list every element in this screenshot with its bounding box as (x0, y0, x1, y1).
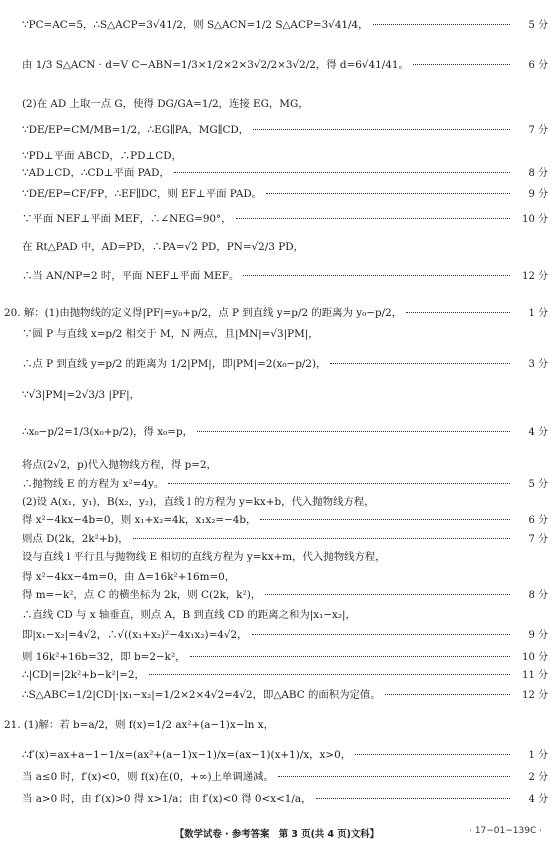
dot-leader (385, 694, 510, 695)
solution-line (22, 97, 554, 111)
solution-text: 即|x₁−x₂|=4√2，∴√((x₁+x₂)²−4x₁x₂)=4√2， (22, 629, 248, 641)
solution-line (22, 495, 554, 509)
dot-leader (253, 129, 510, 130)
solution-line (22, 570, 554, 584)
score-mark: 8 分 (528, 168, 548, 179)
solution-text: 当 a≤0 时，f′(x)<0，则 f(x)在(0，+∞)上单调递减。 (22, 771, 274, 783)
solution-line (4, 718, 554, 732)
score-mark: 10 分 (522, 652, 548, 663)
solution-line (22, 688, 554, 703)
solution-line (22, 388, 554, 402)
solution-text: 在 Rt△PAD 中，AD=PD，∴PA=√2 PD，PN=√2/3 PD， (22, 241, 304, 253)
solution-text: ∵PD⊥平面 ABCD，∴PD⊥CD， (22, 150, 182, 162)
score-mark: 7 分 (528, 534, 548, 545)
solution-line (22, 792, 554, 807)
solution-line (22, 513, 554, 528)
solution-text: ∴|CD|=|2k²+b−k²|=2， (22, 669, 145, 681)
solution-text: ∵PC=AC=5，∴S△ACP=3√41/2，则 S△ACN=1/2 S△ACP=3√41/4， (22, 19, 369, 31)
dot-leader (149, 674, 510, 675)
dot-leader (252, 634, 510, 635)
score-mark: 9 分 (528, 630, 548, 641)
solution-text: 由 1/3 S△ACN · d=V C−ABN=1/3×1/2×2×3√2/2×3√2/2，得 d=6√41/41。 (22, 59, 409, 71)
solution-text: (2)在 AD 上取一点 G，使得 DG/GA=1/2，连接 EG，MG， (22, 98, 309, 110)
solution-line (22, 770, 554, 785)
score-mark: 5 分 (528, 20, 548, 31)
solution-line (22, 212, 554, 227)
solution-line (22, 269, 554, 284)
score-mark: 7 分 (528, 125, 548, 136)
dot-leader (190, 656, 511, 657)
score-mark: 4 分 (528, 794, 548, 805)
solution-text: 设与直线 l 平行且与抛物线 E 相切的直线方程为 y=kx+m，代入抛物线方程， (22, 551, 386, 563)
dot-leader (197, 431, 510, 432)
dot-leader (133, 538, 510, 539)
solution-line (22, 18, 554, 33)
score-mark: 3 分 (528, 359, 548, 370)
solution-line (22, 668, 554, 683)
solution-text: ∴当 AN/NP=2 时，平面 NEF⊥平面 MEF。 (22, 270, 240, 282)
solution-text: ∵圆 P 与直线 x=p/2 相交于 M，N 两点，且|MN|=√3|PM|， (22, 328, 319, 340)
dot-leader (236, 218, 510, 219)
score-mark: 11 分 (522, 670, 548, 681)
solution-line (22, 149, 554, 163)
solution-line (22, 608, 554, 622)
dot-leader (278, 776, 510, 777)
score-mark: 4 分 (528, 427, 548, 438)
solution-text: ∵AD⊥CD，∴CD⊥平面 PAD， (22, 167, 170, 179)
solution-text: 21. (1)解：若 b=a/2，则 f(x)=1/2 ax²+(a−1)x−ln x， (4, 719, 274, 731)
solution-text: ∵平面 NEF⊥平面 MEF，∴∠NEG=90°， (22, 213, 232, 225)
solution-text: ∴点 P 到直线 y=p/2 的距离为 1/2|PM|，即|PM|=2(x₀−p/2)， (22, 358, 327, 370)
solution-line (22, 123, 554, 138)
solution-line (22, 187, 554, 202)
solution-text: ∵DE/EP=CM/MB=1/2，∴EG∥PA，MG∥CD， (22, 124, 250, 136)
solution-line (22, 650, 554, 665)
solution-line (22, 628, 554, 643)
solution-line (22, 58, 554, 73)
solution-text: 20. 解：(1)由抛物线的定义得|PF|=y₀+p/2，点 P 到直线 y=p/2 的距离为 y₀−p/2， (4, 307, 403, 319)
solution-text: ∵√3|PM|=2√3/3 |PF|， (22, 389, 141, 401)
solution-line (22, 550, 554, 564)
dot-leader (330, 363, 510, 364)
dot-leader (174, 172, 510, 173)
score-mark: 10 分 (522, 214, 548, 225)
solution-text: ∴x₀−p/2=1/3(x₀+p/2)，得 x₀=p， (22, 426, 193, 438)
score-mark: 1 分 (528, 308, 548, 319)
solution-text: 将点(2√2，p)代入抛物线方程，得 p=2， (22, 459, 217, 471)
solution-text: 得 x²−4kx−4m=0，由 Δ=16k²+16m=0， (22, 571, 236, 583)
page-footer-code: · 17−01−139C · (469, 826, 542, 836)
solution-text: ∴抛物线 E 的方程为 x²=4y。 (22, 478, 165, 490)
dot-leader (373, 24, 510, 25)
solution-line (22, 588, 554, 603)
dot-leader (355, 754, 510, 755)
solution-line (22, 357, 554, 372)
solution-text: 则 16k²+16b=32，即 b=2−k²， (22, 651, 186, 663)
solution-line (22, 458, 554, 472)
solution-line (22, 166, 554, 181)
solution-line (22, 240, 554, 254)
solution-text: 得 x²−4kx−4b=0，则 x₁+x₂=4k，x₁x₂=−4b， (22, 514, 257, 526)
score-mark: 12 分 (522, 271, 548, 282)
dot-leader (413, 64, 510, 65)
score-mark: 6 分 (528, 60, 548, 71)
score-mark: 8 分 (528, 590, 548, 601)
solution-line (22, 477, 554, 492)
score-mark: 12 分 (522, 690, 548, 701)
score-mark: 1 分 (528, 750, 548, 761)
page-footer-title: 【数学试卷 · 参考答案 第 3 页(共 4 页)文科】 (174, 829, 380, 840)
dot-leader (406, 312, 510, 313)
dot-leader (316, 798, 511, 799)
solution-text: 则点 D(2k，2k²+b)， (22, 533, 129, 545)
score-mark: 6 分 (528, 515, 548, 526)
solution-text: ∴f′(x)=ax+a−1−1/x=(ax²+(a−1)x−1)/x=(ax−1)(x+1)/x，x>0， (22, 749, 352, 761)
solution-text: (2)设 A(x₁，y₁)，B(x₂，y₂)，直线 l 的方程为 y=kx+b，代入抛物线方程， (22, 496, 375, 508)
score-mark: 5 分 (528, 479, 548, 490)
dot-leader (260, 519, 510, 520)
solution-text: ∴直线 CD 与 x 轴垂直，则点 A，B 到直线 CD 的距离之和为|x₁−x₂|， (22, 609, 356, 621)
dot-leader (243, 275, 510, 276)
solution-text: ∵DE/EP=CF/FP，∴EF∥DC，则 EF⊥平面 PAD。 (22, 188, 263, 200)
solution-line (22, 532, 554, 547)
solution-line (22, 327, 554, 341)
solution-text: 当 a>0 时，由 f′(x)>0 得 x>1/a；由 f′(x)<0 得 0<x<1/a， (22, 793, 312, 805)
dot-leader (168, 483, 510, 484)
solution-line (22, 425, 554, 440)
solution-line (4, 306, 554, 321)
solution-text: ∴S△ABC=1/2|CD|·|x₁−x₂|=1/2×2×4√2=4√2，即△ABC 的面积为定值。 (22, 689, 381, 701)
solution-text: 得 m=−k²，点 C 的横坐标为 2k，则 C(2k，k²)， (22, 589, 262, 601)
solution-line (22, 748, 554, 763)
score-mark: 2 分 (528, 772, 548, 783)
dot-leader (266, 193, 510, 194)
dot-leader (265, 594, 510, 595)
score-mark: 9 分 (528, 189, 548, 200)
